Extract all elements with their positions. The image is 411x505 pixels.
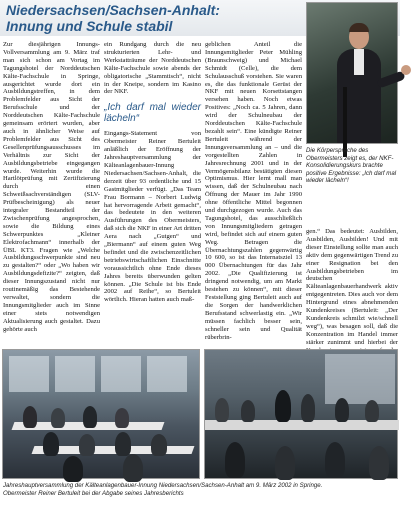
column-2-paragraph-2: Eingangs-Statement von Obermeister Reiner Bertuleit anläßlich der Eröffnung der Jahreshauptversammlung der Kälteanlagenbauer-Innung Niedersachsen/Sachsen-Anhalt, die derzeit über 93 ordentliche und 15 Gastmitglieder verfügt. „Das Team Frau Bormann – Norbert Ludwig hat hervorragende Arbeit gemacht“, das bedeutete in den weiteren Ausführungen des Obermeisters, daß sich die NKF in einer Art dritten Aera nach „Gutgen“ und „Biermann“ auf einem guten Weg befindet und die zwischenzeitlichen betriebswirtschaftlichen Einschnitte voraussichtlich ohne Ende dieses Jahres bereits überwunden gelten können. „Die Schule ist bis Ende 2002 auf Reihe“, so Bertuleit wörtlich. Hieran hatten auch maß- [104,130,201,304]
article-headline [6,2,296,34]
photo-obermeister-speaking [306,2,398,144]
caption-bottom-line-2: Obermeister Reiner Bertuleit bei der Abgabe seines Jahresberichts [3,489,184,497]
article-column-3 [205,41,302,344]
article-column-1 [3,41,100,344]
article-column-4 [306,228,398,348]
column-3-paragraph: geblichen Anteil die Innungsmitglieder Peter Mühling (Braunschweig) und Michael Schmidt (Celle), die dem Schulausschuß vorstehen. Sie waren es, die das funktionale Gerüst der NKF mit neuen Korsettstangen versehen haben. Noch etwas Positives: „Noch ca. 5 Jahren, dann wird der Schulneubau der Norddeutschen Kälte-Fachschule bezahlt sein“. Eine kündigte Reiner Bertuleit während der Innungsversammlung an – und die vorgestellten Zahlen in Jahresrechnung 2001 und in der Vermögensbilanz bestätigten diesen Optimismus. Hier lernt mall man wissen, daß der Schulneubau nach Öffnung der Mauer im Jahr 1990 ohne öffentliche Mittel begonnen und durchgezogen wurde. Auch das Tagungshotel, das ausschließlich von Innungsmitgliedern getragen wird, befindet sich auf einem guten Weg. Betragen die Übernachtungszahlen gegenwärtig 10 600, so ist das Internatsziel 13 000 Übernachtungen für das Jahr 2002. „Die Qualifizierung ist dringend notwendig, um am Markt bestehen zu können“, mit dieser Feststellung ging Bertuleit auch auf die Sorgen der handwerklichen Berufsstand schwerlastig ein. „Wir müssen fachlich besser sein, schneller sein und Qualität rüberbrin- [205,41,302,341]
article-column-2 [104,41,201,344]
caption-bottom-line-1: Jahreshauptversammlung der Kälteanlagenbauer-Innung Niedersachsen/Sachsen-Anhalt am 9. März 2002 in Springe. [3,482,323,489]
photo-assembly-hall [2,349,200,479]
pull-quote: „Ich darf mal wieder lächeln“ [104,102,201,125]
headline-line-2: Innung und Schule stabil [6,18,173,34]
photo-caption-bottom [3,482,397,497]
photo-annual-report [204,349,398,479]
headline-line-1: Niedersachsen/Sachsen-Anhalt: [6,2,220,18]
photo-caption-top: Die Körpersprache des Obermeisters zeigt es, der NKF-Konsolidierungskurs brachte positive Ergebnisse: „Ich darf mal wieder lächeln“! [306,147,397,185]
column-1-paragraph: Zur diesjährigen Innungs-Vollversammlung am 9. März traf man sich schon am Vortag im Tagungshotel der Norddeutschen Kälte-Fachschule in Springe, ausgerichtet wurde dort ein Ausbildungstreffen, in dem Problemfelder aus Sicht der Berufsschule und der Norddeutschen Kälte-Fachschule gemeinsam erörtert wurden, aber auch in ähnlicher Weise auf Problemfelder aus Sicht des Gesellenprüfungsausschusses im Verhältnis zur Sicht der Ausbildungsbetriebe eingegangen wurde. Weiterhin wurde die Hartlötprüfung mit Zertifizierung durch einen Schweißsachverständigen (SLV-Prüfbescheinigung) als neuer integraler Bestandteil der Zwischenprüfung angesprochen, sowie die Bildung eines Schwerpunktes „Kleiner Elektrofachmann“ innerhalb der ÜBL KT3. Fragen wie „Welche Ausbildungsschwerpunkte sind neu zu gestalten?“ oder „Wo haben wir Ausbildungsdefizite?“ zeigten, daß dieser Innungszustand nicht nur routinemäßig das Bestehende verwaltet, sondern die Innungsmitglieder auch im Sinne einer stets notwendigen Aktualisierung auch gestaltet. Dazu gehörte auch [3,41,100,333]
speaker-figure [337,25,381,143]
column-4-paragraph: gen.“ Das bedeutet: Ausbilden, Ausbilden, Ausbilden! Und mit dieser Einstellung sollte man auch aktiv dem gegenwärtigen Trend zu einer Resignation bei den Ausbildungsbetrieben im deutschen Kälteanlagenbauerhandwerk aktiv entgegentreten. Dies auch vor dem Hintergrund eines abnehmenden Kundenkreises (Bertuleit: „Der Kundenkreis schmilzt wie/schnell weg“), was besagen soll, daß die Konzentration im Handel immer stärker zunimmt und hierbei der [306,228,398,346]
column-2-paragraph-1: ein Rundgang durch die neu strukturierten Lehr- und Werkstatträume der Norddeutschen Kälte-Fachschule sowie abends der obligatorische „Stammtisch“, nicht in der Kneipe, sondern im Kasino der NKF. [104,41,201,96]
